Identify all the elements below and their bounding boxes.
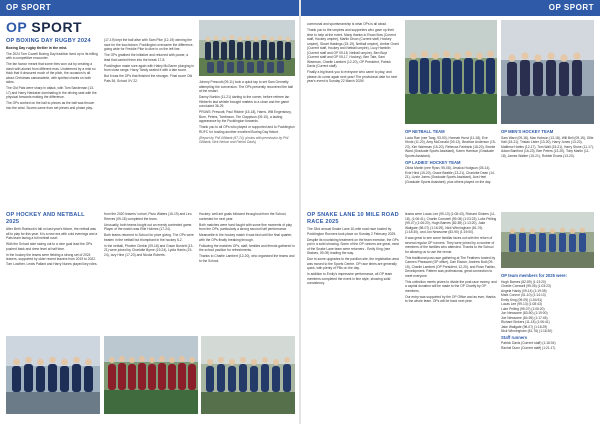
mixed-photo-graphic <box>201 336 295 414</box>
hockey-para: Both matches were hard fought with some fine moments of play from the OPs, particularly a strong second half performance. <box>199 222 292 232</box>
rugby-para: Danny Nunkin (11-21) darting to the corner, before referee Ian Hibbert's last whistle brought matters to a close and the game concluded 36-29. <box>199 95 290 109</box>
hockey-squad-graphic <box>405 20 497 124</box>
hockey-para: Meanwhile in the hockey match it was tied until the final quarter, with the OPs finally breaking through. <box>199 233 293 242</box>
snake-para: Our entry was supported by the OP Office and as ever, thanks to the whole team. OPs will be back next year. <box>405 294 496 304</box>
hockey-photo-graphic <box>104 336 198 414</box>
list-item: Richard Sinkers (11-18) (1:06:41) <box>501 320 550 324</box>
hockey-col-3 <box>199 212 295 265</box>
rugby-col-1 <box>6 38 98 112</box>
rugby-para: Johnny Prescott (09-11) took a quick tap to set Sam Gennelly attempting the conversion. The OPs presently recovered the ball at the restart. <box>199 80 293 93</box>
list-item: Lucas Lee (99-13) (1:08:43) <box>501 302 542 306</box>
staff-title: Staff runners <box>501 334 528 340</box>
snake-lane-col-2 <box>405 212 497 305</box>
netball-squad-photo <box>501 20 594 124</box>
right-page <box>301 0 600 424</box>
hockey-para: Unusually, both teams fought out an evenly contested game. Player of the match was Ellie Holmes (17-24). <box>104 222 193 232</box>
hockey-netball-title: OP HOCKEY AND NETBALL 2025 <box>6 212 85 225</box>
hockey-team-photo <box>104 336 198 414</box>
rugby-para: Pocklington made sure again with Haley McGaren plunging in from close range. Harry Tandy sealed it with a late score. <box>104 63 194 73</box>
rugby-para: The Old Pats were sharp in attack, with Tom Sandeman (13-17) and Harry Hardaker dominating in the driving seat with the physical forwards making the difference. <box>6 86 97 100</box>
snake-para: This traditional post-race gathering at The Feathers hosted by Carmen Pheasant (OP office), Dan Elsdon, Andrew Butt (09-15), Charlie Lambert (OP President, 12-20), and Rose Fairfax. Development. Pattern was professional, great connection to meet everyone. <box>405 255 496 278</box>
members-col <box>501 272 594 350</box>
rugby-subtitle: Boxing Day rugby thriller in the mist. <box>6 46 68 50</box>
rugby-photo-caption: (Report by Phil Gillbank (67-74), photos with permission by Phil Gillbank, Nick Nelson and Patrick Davis) <box>199 135 289 145</box>
runners-photo-graphic <box>501 212 594 268</box>
list-item: Joe Newsome (84-95) (1:17:45) <box>501 315 548 320</box>
masthead-title <box>6 19 82 35</box>
rugby-title: OP BOXING DAY RUGBY 2024 <box>6 38 91 44</box>
snake-para: teams were Lucas Lee (99-13) (1:08:43), Richard Sinkers (11-18), (1:06:41), Charlie Cornwell (99-05) (1:03:23), Luke Pelling (99-07) (1:06:20), Hugh Barnes (82-89) (1:13:20), Jake Waligate (98-07) (1:16:29), Nick Winningham (81-76) (1:18:30), and Jon Newsome (83-90) (1:19:00). <box>405 212 497 234</box>
snake-para: This collection meets prizes to divide the post-race money, and a capital donation will be made to the OP Charity by OP members. <box>405 279 497 293</box>
hockey-col-1 <box>6 212 98 268</box>
snake-lane-title: OP SNAKE LANE 10 MILE ROAD RACE 2025 <box>307 212 399 225</box>
rugby-para: The OPs worked on the ball to pieces as the ball was thrown into the wind. Scores came from set pieces and phase play. <box>6 101 95 110</box>
hockey-para: In the netball, Phoebe Clerkin (09-18) and Grace Burdett (13-21) were joined by Charlotte Byrne (19-24), Lydia Harris (19-24), Izzy Hine (17-23) and Nicola Roberts. <box>104 243 194 257</box>
rugby-para: PRLWS: Prescott, Paul Ritchie (15-18), Harris, Will Engersbury, Burn, Peters, Tomlinson. Tim Clappison (09-10), a lasting appearance by the Pocklington forwards. <box>199 110 292 124</box>
rugby-para: The fan favour meant that some tries won out by creating a clash with alumni from different eras. Undeterred by a mist so thick that it obscured much of the pitch, the occasion is all about Christmas camaraderie, with spirited chants on both sides. <box>6 62 96 85</box>
hockey-para: from the 2020 leavers' cohort, Pluto Waters (15-19) and Leo Reeves (09-18) completed the team. <box>104 212 192 221</box>
list-item: Hugh Barnes (82-89) (1:13:20) <box>501 279 546 284</box>
hockey-para: With the School side racing out to a nine goal lead the OPs pushed back and drew level at half time. <box>6 242 93 251</box>
rugby-para: The OPs grabbed the initiative and returned with power, a lead that carried them into the break 17-8. <box>104 53 189 62</box>
snake-lane-col-1 <box>307 212 399 287</box>
hockey-para: After Beth Roebuck's fall on last year's fixture, the netball was all to play for this year. It is a new era with cold evenings and a Pats team facing a full netball court. <box>6 227 98 240</box>
hockey-para: Following the matches OPs, staff, families and friends gathered in the school pavilion for refreshments. <box>199 243 295 253</box>
masthead-sport: SPORT <box>31 19 83 35</box>
hockey-col-2 <box>104 212 194 259</box>
continuation-para: Finally a big thank you to everyone who came to play, and please do come again next year! The provisional date for next year's event is Sunday 22 March 2026! <box>307 70 398 84</box>
list-item: Emily King (09-09) (1:04:51) <box>501 297 543 302</box>
page-header-right: OP SPORT <box>301 0 600 16</box>
rugby-col-2 <box>104 38 194 85</box>
hockey-para: In the hockey the teams were fielding a strong set of 2024 leavers, supported by older recent leavers from 2019 to 2022. Tom Lowther, Lewis Pallant and Harry Nunes played key roles. <box>6 252 98 266</box>
page-header-left: OP SPORT <box>0 0 299 16</box>
list-item: Angela Hardy (09-14) (1:19:35) <box>501 288 547 293</box>
list-item: Mark Connor (01-10) (1:14:13) <box>501 293 546 297</box>
ladies-hockey-text: Olivia Martin (nee Ryan, 95-08), Jessica Hodgson (05-14), Evie Hind (15-20), Grace Beattie (13-21), Charlotte Dean (14-21), Lizzie Jones (Graduate Sports Assistant), Ava Heel (Graduate Sports Assistant), plus others played on the day. <box>405 166 495 184</box>
hockey-squad-photo <box>405 20 497 124</box>
snake-para: Due to some upgrades to the pavilion site, the registration area was moved to the Sports Centre. OP race times are generally quick, with plenty of PBs on the day. <box>307 257 399 271</box>
snake-para: In addition to Emily's impressive performance, all OP team members completed the event in fine style, showing solid consistency. <box>307 272 393 286</box>
members-list <box>501 280 594 334</box>
netball-team-text: Lucia Rae (nee Tang, 93-00), Hannah Hurst (11-18), Eve Hinds (11-20), Amy McDonald (09-12), Beatrice Anderson (15-23), Kim Wainman (15-20), Rebecca Fairbank (18-20), Bronte Ward (Graduate Sports Assistant), Karen Harrison (Graduate Sports Assistant). <box>405 135 496 158</box>
hockey-para: Thanks to Charlie Lambert (12-20), who organised the teams and to the School. <box>199 254 295 263</box>
rugby-para: The 2024 Tom Cowell Boxing Day tradition lived up to its billing with a competitive encounter. <box>6 51 98 60</box>
netball-team-title: OP NETBALL TEAM <box>405 129 445 134</box>
list-item: Jake Waligate (98-07) (1:16:29) <box>501 324 548 329</box>
mens-hockey-col <box>501 128 594 160</box>
list-item: Luke Pelling (99-07) (1:06:20) <box>501 306 545 311</box>
snake-para: Despite its nourishing treatment on the team exercise, the OPs put in a solid showing. Some of the OP runners are great, most of the Snake Lane team were returners - Emily King (nee Staines, 09-09) leading the way. <box>307 237 399 256</box>
staff-list <box>501 341 594 350</box>
hockey-continuation <box>307 22 399 85</box>
team-lists-col <box>405 128 497 186</box>
netball-photo-graphic <box>6 336 100 414</box>
continuation-para: Thank you to the umpires and supporters who gave up their time to help at the event. Many thanks to Ewan Bow (Current staff, Hockey umpire), Martin Dixon (Current staff, Hockey umpire), Stuart Hastings (15-19), Netball umpire), Amber Grant (Current staff, Hockey and Netball umpire), Lucy Hamblin (Current staff and OP 09-18, Netball umpire), Ben Boyt (Current staff and OP 09-17, Hockey), Ben Tate, Sam Wiseman, Charlie Lambert (12-20), OP President, Patrick Davis (Current staff). <box>307 28 399 69</box>
snake-para: It was great to see some familiar faces out with the return of several regular OP runners. They were joined by a number of members of the families who attended. Thanks to the School for allowing us to use the venue. <box>405 236 495 254</box>
hockey-para: Both teams returned to School for prize giving. The OPs were beaten in the netball but triumphant in the hockey 5-2. <box>104 233 194 242</box>
list-item: Nick Winningham (81-76) (1:18:30) <box>501 329 553 333</box>
left-page <box>0 0 299 424</box>
mixed-team-photo <box>201 336 295 414</box>
rugby-para: (17-19) kept the ball alive with Sam Pike (12-19) winning the race for the touchdown. Pocklington overcame the difference, going wide for Freddie Pike to dive in on the left line. <box>104 38 194 51</box>
rugby-para: But it was the OPs that finished the stronger. Final score Old Pats 36, School XV 22. <box>104 74 193 83</box>
snake-para: The 33rd annual Snake Lane 10-mile road race hosted by Pocklington Runners took place on Sunday 2 February 2025. <box>307 227 397 236</box>
ladies-hockey-title: OP LADIES' HOCKEY TEAM <box>405 159 461 165</box>
mens-hockey-title: OP MEN'S HOCKEY TEAM <box>501 129 554 134</box>
list-item: Charlie Cornwell (99-05) (1:03:23) <box>501 284 551 288</box>
list-item: Rachel Dunn (Current staff) (1:21:17) <box>501 345 556 350</box>
netball-team-photo <box>6 336 100 414</box>
hockey-para: Hockey: well-set goals followed throughout from the School, contested for next year. <box>199 212 287 221</box>
list-item: Jon Newsome (83-90) (1:19:00) <box>501 311 548 315</box>
list-item: Patrick Davis (Current staff) (1:16:04) <box>501 341 556 345</box>
mens-hockey-text: Sam Ward (09-18), Max Hobson (13-18), Will Bell (09-15), Ollie Hall (15-21), Tristan Lister (13-20), Harry Jones (13-20), Matthew Hobbs (12-17), Tom Wall (15-21), Harry Stone (11-17), Adam Bamford (16-23), Ben Peters (13-20), Toby Martin (11-18), James Walker (15-21), Robbie Evans (13-20). <box>501 135 594 158</box>
masthead-op: OP <box>6 19 27 35</box>
continuation-para: communal and sportsmanship is what OPs is all about. <box>307 22 388 26</box>
rugby-team-photo <box>199 20 295 76</box>
members-title: OP team members for 2025 were: <box>501 273 568 278</box>
rugby-para: Thank you to all OPs who played or supported and to Pocklington RUFC for hosting another excellent Boxing Day fixture. <box>199 125 295 134</box>
rugby-photo-graphic <box>199 20 295 76</box>
netball-squad-graphic <box>501 20 594 124</box>
runners-photo <box>501 212 594 268</box>
rugby-col-3 <box>199 80 295 144</box>
